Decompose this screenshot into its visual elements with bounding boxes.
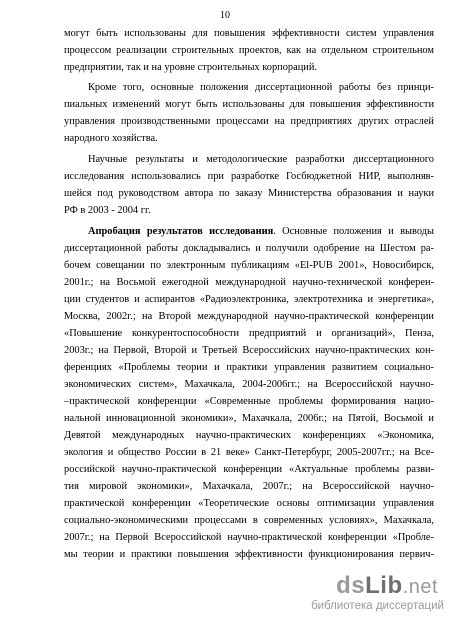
text-line: «Повышение конкурентоспособности предприятий и организаций», Пенза,: [64, 328, 434, 339]
text-line: управления производственными процессами на предприятиях других отраслей: [64, 116, 434, 127]
text-line: Научные результаты и методологические разработки диссертационного: [88, 154, 434, 165]
text-line: тия мировой экономики», Махачкала, 2007г.; на Всероссийской научно-: [64, 481, 434, 492]
page-number: 10: [220, 10, 230, 21]
text-line: 2001г.; на Восьмой ежегодной международной научно-технической конферен-: [64, 277, 434, 288]
text-line: нальной инновационной экономики», Махачкала, 2006г.; на Пятой, Восьмой и: [64, 413, 434, 424]
text-line: практической конференции «Теоретические основы оптимизации управления: [64, 498, 434, 509]
dslib-watermark: [266, 573, 444, 615]
text-line: процессом реализации строительных проектов, как на отдельном строительном: [64, 45, 434, 56]
text-line: исследования использовались при разработке Госбюджетной НИР, выполняв-: [64, 171, 434, 182]
text-line: шейся под руководством автора по заказу Министерства образования и науки: [64, 188, 434, 199]
text-line: могут быть использованы для повышения эффективности систем управления: [64, 28, 434, 39]
text-line: 2007г.; на Первой Всероссийской научно-практической конференции «Пробле-: [64, 532, 434, 543]
text-line: Девятой международных научно-практических конференциях «Экономика,: [64, 430, 434, 441]
section-heading-inline: Апробация результатов исследования: [88, 226, 274, 237]
dslib-logo: dsLib.net: [336, 572, 438, 599]
text-line: бочем совещании по электронным публикациям «El-PUB 2001», Новосибирск,: [64, 260, 434, 271]
text-line: пиальных изменений могут быть использованы для повышения эффективности: [64, 99, 434, 110]
text-line: экология и общество России в 21 веке» Санкт-Петербург, 2005-2007гг.; на Все-: [64, 447, 434, 458]
text-line: предприятии, так и на уровне строительных корпораций.: [64, 62, 317, 73]
text-line: Кроме того, основные положения диссертационной работы без принци-: [88, 82, 434, 93]
text-line: РФ в 2003 - 2004 гг.: [64, 205, 151, 216]
text-line: экономических систем», Махачкала, 2004-2006гг.; на Всероссийской научно-: [64, 379, 434, 390]
text-line: Москва, 2002г.; на Второй международной научно-практической конференции: [64, 311, 434, 322]
text-line: народного хозяйства.: [64, 133, 158, 144]
text-line: ференциях «Проблемы теории и практики управления развитием социально-: [64, 362, 434, 373]
text-line: ции студентов и аспирантов «Радиоэлектроника, электротехника и энергетика»,: [64, 294, 434, 305]
watermark-subtitle: библиотека диссертаций: [311, 600, 444, 612]
text-line: 2003г.; на Первой, Второй и Третьей Всероссийских научно-практических кон-: [64, 345, 434, 356]
text-line: мы теории и практики повышения эффективности функционирования первич-: [64, 549, 434, 560]
text-line: Апробация результатов исследования. Основные положения и выводы: [88, 226, 434, 237]
text-line: диссертационной работы докладывались и получили одобрение на Шестом ра-: [64, 243, 434, 254]
text-line: российской научно-практической конференции «Актуальные проблемы разви-: [64, 464, 434, 475]
text-line: социально-экономическими процессами в современных условиях», Махачкала,: [64, 515, 434, 526]
text-line: –практической конференции «Современные проблемы формирования нацио-: [64, 396, 434, 407]
